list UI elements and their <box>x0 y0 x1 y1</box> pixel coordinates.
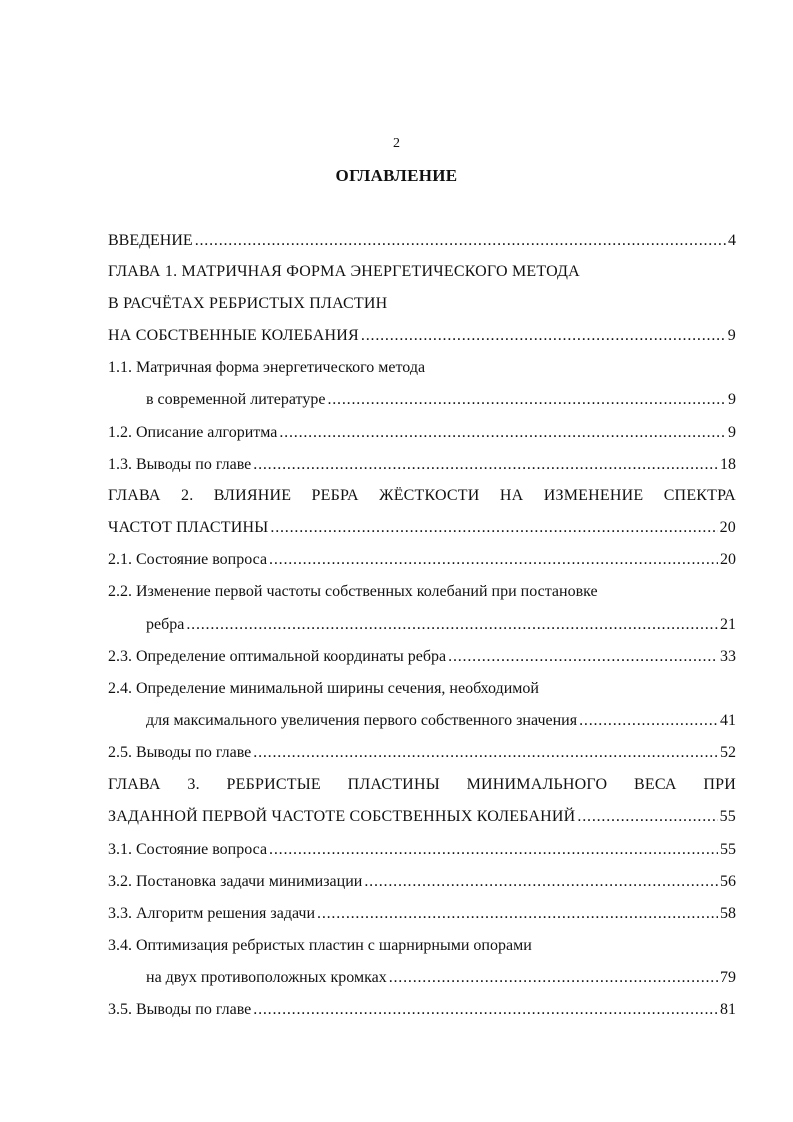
chapter-word: ГЛАВА <box>108 487 161 504</box>
dot-leader <box>364 872 718 892</box>
toc-chapter-2-line2 <box>108 518 736 538</box>
toc-page-number: 21 <box>720 616 736 633</box>
toc-page-number: 20 <box>719 519 736 536</box>
toc-section-2-4-line2 <box>146 711 736 731</box>
dot-leader <box>269 550 718 570</box>
toc-section-1-3 <box>108 455 736 475</box>
toc-entry-text: 1.2. Описание алгоритма <box>108 424 278 441</box>
dot-leader <box>317 904 718 924</box>
toc-section-2-2-line1: 2.2. Изменение первой частоты собственных колебаний при постановке <box>108 583 598 600</box>
toc-entry-text: ребра <box>146 616 185 633</box>
chapter-word: СПЕКТРА <box>663 487 736 504</box>
toc-page-number: 33 <box>720 648 736 665</box>
dot-leader <box>579 711 718 731</box>
toc-entry-text: 2.1. Состояние вопроса <box>108 551 268 568</box>
dot-leader <box>270 518 717 538</box>
toc-entry-text: 3.2. Постановка задачи минимизации <box>108 873 363 890</box>
toc-entry-text: 3.5. Выводы по главе <box>108 1001 252 1018</box>
chapter-word: ПРИ <box>703 776 736 793</box>
chapter-word: НА <box>499 487 524 504</box>
chapter-word: 2. <box>181 487 194 504</box>
toc-entry-text: на двух противоположных кромках <box>146 969 387 986</box>
toc-section-2-4-line1: 2.4. Определение минимальной ширины сечения, необходимой <box>108 680 539 697</box>
chapter-word: РЕБРИСТЫЕ <box>226 776 321 793</box>
toc-chapter-3-line1 <box>108 775 736 795</box>
dot-leader <box>269 840 718 860</box>
page-title: ОГЛАВЛЕНИЕ <box>335 166 458 185</box>
toc-entry-text: в современной литературе <box>146 391 326 408</box>
toc-chapter-1-line1: ГЛАВА 1. МАТРИЧНАЯ ФОРМА ЭНЕРГЕТИЧЕСКОГО МЕТОДА <box>108 263 580 280</box>
toc-page-number: 41 <box>720 712 736 729</box>
toc-page-number: 9 <box>728 424 736 441</box>
toc-page-number: 52 <box>720 744 736 761</box>
toc-section-3-5 <box>108 1000 736 1020</box>
dot-leader <box>186 615 718 635</box>
toc-chapter-1-line3 <box>108 326 736 346</box>
dot-leader <box>448 647 718 667</box>
toc-section-2-2-line2 <box>146 615 736 635</box>
toc-entry-text: для максимального увеличения первого собственного значения <box>146 712 578 729</box>
toc-page-number: 9 <box>727 327 736 344</box>
toc-chapter-1-line2: В РАСЧЁТАХ РЕБРИСТЫХ ПЛАСТИН <box>108 295 388 312</box>
dot-leader <box>577 807 717 827</box>
toc-page-number: 4 <box>728 232 736 249</box>
toc-entry-text: ЧАСТОТ ПЛАСТИНЫ <box>108 519 269 536</box>
toc-section-3-4-line1: 3.4. Оптимизация ребристых пластин с шарнирными опорами <box>108 937 532 954</box>
chapter-word: ЖЁСТКОСТИ <box>379 487 480 504</box>
page-number: 2 <box>393 136 400 151</box>
dot-leader <box>327 390 726 410</box>
toc-page-number: 18 <box>720 456 736 473</box>
toc-entry-intro <box>108 231 736 251</box>
chapter-word: ПЛАСТИНЫ <box>347 776 440 793</box>
toc-chapter-3-line2 <box>108 807 736 827</box>
chapter-word: ВЕСА <box>633 776 677 793</box>
toc-entry-text: 1.3. Выводы по главе <box>108 456 252 473</box>
chapter-word: ВЛИЯНИЕ <box>213 487 292 504</box>
dot-leader <box>389 968 718 988</box>
toc-section-3-2 <box>108 872 736 892</box>
toc-page-number: 20 <box>720 551 736 568</box>
toc-section-1-1-line1: 1.1. Матричная форма энергетического метода <box>108 359 426 376</box>
toc-section-2-5 <box>108 743 736 763</box>
dot-leader <box>253 455 718 475</box>
toc-section-3-1 <box>108 840 736 860</box>
toc-entry-text: НА СОБСТВЕННЫЕ КОЛЕБАНИЯ <box>108 327 359 344</box>
dot-leader <box>253 1000 718 1020</box>
chapter-word: МИНИМАЛЬНОГО <box>466 776 608 793</box>
dot-leader <box>279 423 726 443</box>
toc-chapter-2-line1 <box>108 486 736 506</box>
toc-entry-text: 2.3. Определение оптимальной координаты ребра <box>108 648 447 665</box>
chapter-word: ГЛАВА <box>108 776 161 793</box>
dot-leader <box>195 231 726 251</box>
toc-page-number: 55 <box>719 808 736 825</box>
toc-section-2-1 <box>108 550 736 570</box>
toc-section-3-4-line2 <box>146 968 736 988</box>
toc-entry-text: 3.1. Состояние вопроса <box>108 841 268 858</box>
chapter-word: РЕБРА <box>311 487 359 504</box>
toc-section-3-3 <box>108 904 736 924</box>
toc-section-1-2 <box>108 423 736 443</box>
toc-page-number: 55 <box>720 841 736 858</box>
toc-page-number: 58 <box>720 905 736 922</box>
dot-leader <box>361 326 726 346</box>
toc-page-number: 56 <box>720 873 736 890</box>
toc-entry-text: 3.3. Алгоритм решения задачи <box>108 905 316 922</box>
toc-page-number: 81 <box>720 1001 736 1018</box>
toc-section-1-1-line2 <box>146 390 736 410</box>
dot-leader <box>253 743 718 763</box>
toc-entry-text: 2.5. Выводы по главе <box>108 744 252 761</box>
toc-entry-text: ЗАДАННОЙ ПЕРВОЙ ЧАСТОТЕ СОБСТВЕННЫХ КОЛЕБАНИЙ <box>108 808 576 825</box>
toc-entry-text: ВВЕДЕНИЕ <box>108 232 193 249</box>
chapter-word: 3. <box>187 776 200 793</box>
chapter-word: ИЗМЕНЕНИЕ <box>543 487 644 504</box>
toc-section-2-3 <box>108 647 736 667</box>
toc-page-number: 9 <box>728 391 736 408</box>
toc-page-number: 79 <box>720 969 736 986</box>
